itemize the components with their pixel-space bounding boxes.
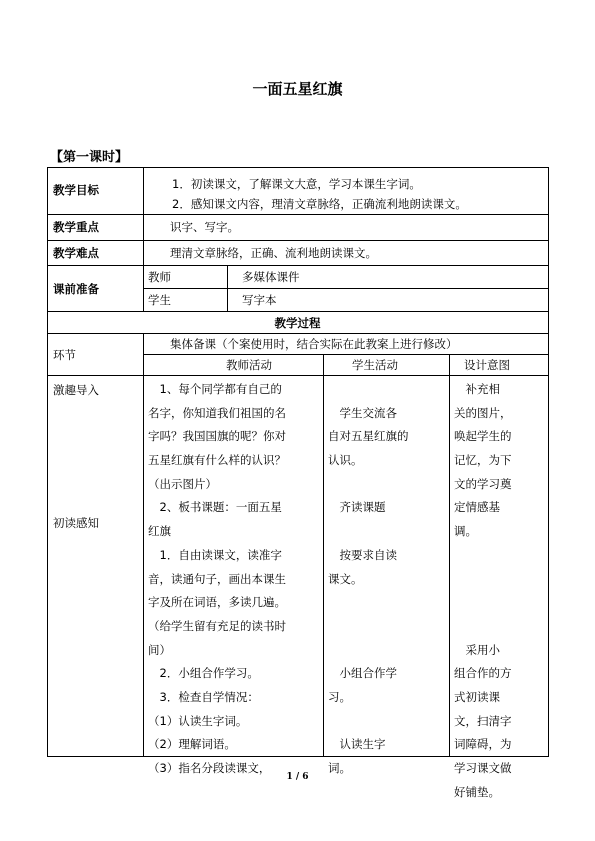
- text-line: 红旗: [148, 524, 171, 539]
- text-line: [328, 591, 409, 615]
- text-line: 文，扫清字: [454, 713, 512, 728]
- key-points-label: 教学重点: [53, 220, 99, 234]
- text-line: [454, 591, 512, 615]
- text-line: 采用小: [454, 642, 500, 657]
- text-line: [328, 639, 409, 663]
- text-line: 字及所在词语，多读几遍。: [148, 595, 286, 610]
- text-line: 词障碍，为: [454, 737, 512, 752]
- text-line: 名字，你知道我们祖国的名: [148, 405, 286, 420]
- text-line: 3．检查自学情况：: [148, 689, 259, 704]
- text-line: 认读生字: [328, 737, 386, 752]
- text-line: 音，读通句子，画出本课生: [148, 571, 286, 586]
- text-line: 自对五星红旗的: [328, 429, 409, 444]
- text-line: 2．小组合作学习。: [148, 666, 259, 681]
- stage-column-label: 环节: [53, 348, 76, 362]
- teacher-activity-header: 教师活动: [226, 358, 272, 372]
- text-line: [454, 615, 512, 639]
- text-line: 组合作的方: [454, 666, 512, 681]
- preparation-label: 课前准备: [53, 282, 99, 296]
- text-line: 字吗？我国国旗的呢？你对: [148, 429, 286, 444]
- text-line: 好铺垫。: [454, 784, 500, 799]
- teacher-activity-cell: [148, 378, 286, 781]
- text-line: 记忆，为下: [454, 453, 512, 468]
- text-line: 补充相: [454, 382, 500, 396]
- text-line: 词。: [328, 761, 351, 775]
- text-line: 学习课文做: [454, 761, 512, 775]
- teacher-materials: 多媒体课件: [242, 270, 300, 284]
- goals-label: 教学目标: [53, 183, 99, 197]
- text-line: [328, 520, 409, 544]
- student-label: 学生: [148, 293, 171, 307]
- stage-name: 初读感知: [53, 516, 99, 530]
- key-points-text: 识字、写字。: [170, 220, 239, 234]
- difficulties-text: 理清文章脉络，正确、流利地朗读课文。: [170, 246, 377, 260]
- group-prep-note: 集体备课（个案使用时，结合实际在此教案上进行修改）: [170, 337, 458, 351]
- text-line: 课文。: [328, 571, 363, 586]
- teacher-label: 教师: [148, 270, 171, 284]
- text-line: 定情感基: [454, 500, 500, 515]
- text-line: 按要求自读: [328, 547, 397, 562]
- text-line: [328, 473, 409, 497]
- text-line: 小组合作学: [328, 666, 397, 681]
- page-number: 1 / 6: [286, 772, 309, 782]
- text-line: 认识。: [328, 453, 363, 468]
- design-intent-header: 设计意图: [464, 358, 510, 372]
- page-title: 一面五星红旗: [252, 80, 343, 98]
- text-line: （1）认读生字词。: [148, 713, 248, 728]
- text-line: （给学生留有充足的读书时: [148, 618, 286, 633]
- text-line: 2、板书课题：一面五星: [148, 500, 282, 515]
- text-line: （出示图片）: [148, 476, 217, 491]
- text-line: 间）: [148, 642, 171, 657]
- text-line: 习。: [328, 689, 351, 704]
- text-line: [454, 568, 512, 592]
- text-line: （2）理解词语。: [148, 737, 236, 752]
- text-line: 五星红旗有什么样的认识？: [148, 453, 286, 468]
- student-activity-header: 学生活动: [352, 358, 398, 372]
- difficulties-label: 教学难点: [53, 246, 99, 260]
- text-line: 唤起学生的: [454, 429, 512, 444]
- design-intent-cell: [454, 378, 512, 804]
- text-line: [328, 378, 409, 402]
- text-line: 关的图片，: [454, 405, 512, 420]
- text-line: [328, 710, 409, 734]
- goal-item: 2．感知课文内容，理清文章脉络，正确流利地朗读课文。: [172, 197, 467, 211]
- stage-name: 激趣导入: [53, 383, 99, 397]
- student-materials: 写字本: [242, 293, 277, 307]
- process-header: 教学过程: [274, 316, 321, 330]
- text-line: 齐读课题: [328, 500, 386, 515]
- text-line: [454, 544, 512, 568]
- goal-item: 1．初读课文，了解课文大意，学习本课生字词。: [172, 177, 421, 191]
- text-line: 式初读课: [454, 689, 500, 704]
- text-line: （3）指名分段读课文，: [148, 761, 271, 775]
- lesson-heading: 【第一课时】: [50, 150, 129, 165]
- text-line: 学生交流各: [328, 405, 397, 420]
- text-line: 1、每个同学都有自己的: [148, 382, 282, 396]
- text-line: 调。: [454, 524, 477, 539]
- text-line: 1．自由读课文，读准字: [148, 547, 282, 562]
- text-line: 文的学习奠: [454, 476, 512, 491]
- student-activity-cell: [328, 378, 409, 781]
- text-line: [328, 615, 409, 639]
